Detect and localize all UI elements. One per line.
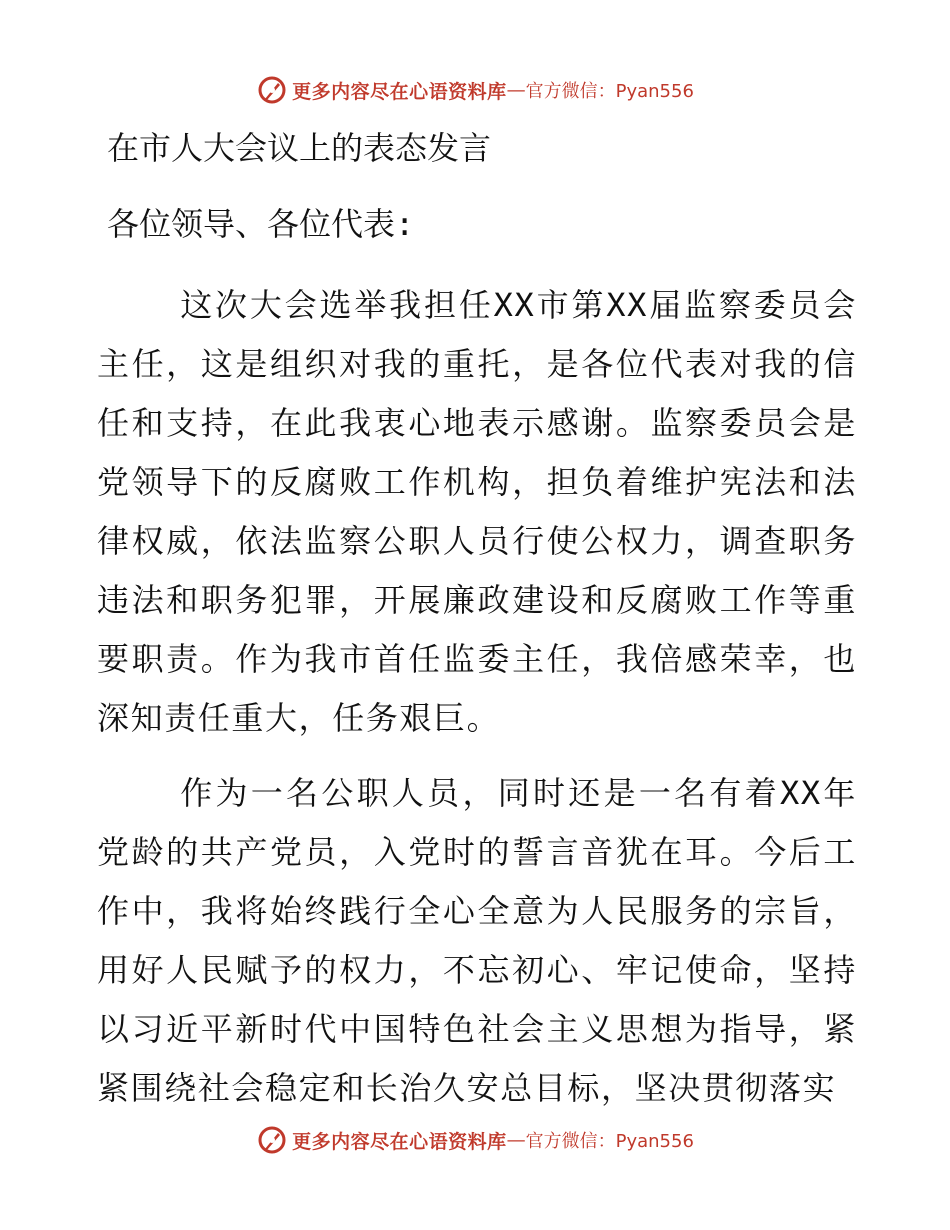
header-watermark [0,72,950,108]
footer-watermark [0,1122,950,1158]
watermark-brand: 更多内容尽在心语资料库 [292,1130,507,1153]
document-title: 在市人大会议上的表态发言 [107,129,492,167]
quill-seal-icon [256,1124,288,1156]
watermark-separator: — [506,79,526,101]
document-body [97,118,857,1118]
salutation: 各位领导、各位代表: [107,205,415,243]
quill-seal-icon [256,74,288,106]
watermark-separator: — [506,1129,526,1151]
paragraph-1: 这次大会选举我担任XX市第XX届监察委员会主任，这是组织对我的重托，是各位代表对我的信任和支持，在此我衷心地表示感谢。监察委员会是党领导下的反腐败工作机构，担负着维护宪法和法律权威，依法监察公职人员行使公权力，调查职务违法和职务犯罪，开展廉政建设和反腐败工作等重要职责。作为我市首任监委主任，我倍感荣幸，也深知责任重大，任务艰巨。 [97,286,857,737]
watermark-contact: 官方微信：Pyan556 [525,1131,694,1152]
watermark-contact: 官方微信：Pyan556 [525,81,694,102]
watermark-brand: 更多内容尽在心语资料库 [292,80,507,103]
paragraph-2: 作为一名公职人员，同时还是一名有着XX年党龄的共产党员，入党时的誓言音犹在耳。今后工作中，我将始终践行全心全意为人民服务的宗旨，用好人民赋予的权力，不忘初心、牢记使命，坚持以习近平新时代中国特色社会主义思想为指导，紧紧围绕社会稳定和长治久安总目标，坚决贯彻落实 [97,774,857,1107]
